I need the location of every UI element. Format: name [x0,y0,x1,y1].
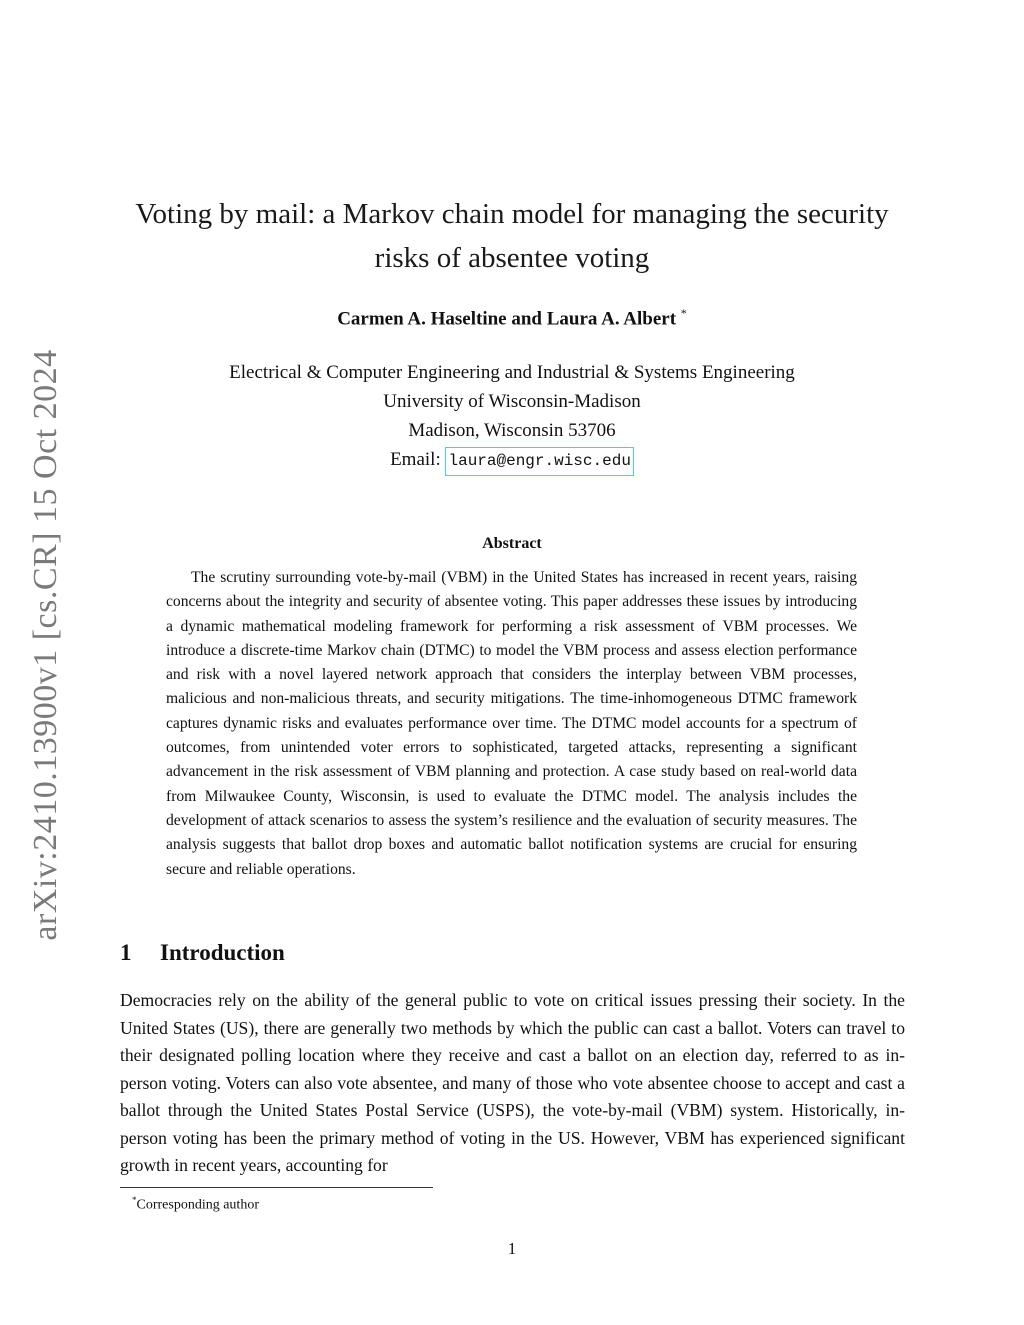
abstract-heading: Abstract [482,535,542,552]
section-title: Introduction [160,940,285,965]
introduction-text: Democracies rely on the ability of the general public to vote on critical issues pressing their society. In the United States (US), there are generally two methods by which the public can cast a ballot. Voters can travel to their designated polling location where they receive and cast a ballot on an election day, referred to as in-person voting. Voters can also vote absentee, and many of those who vote absentee choose to accept and cast a ballot through the United States Postal Service (USPS), the vote-by-mail (VBM) system. Historically, in-person voting has been the primary method of voting in the US. However, VBM has experienced significant growth in recent years, accounting for [120,990,905,1175]
footnote [132,1190,259,1216]
affiliation-location: Madison, Wisconsin 53706 [408,420,616,441]
affiliation-department: Electrical & Computer Engineering and Industrial & Systems Engineering [229,362,795,383]
footnote-text: Corresponding author [136,1197,259,1213]
email-line [120,445,904,476]
email-label: Email: [390,449,441,470]
footnote-mark: * [132,1195,137,1205]
affiliation [120,358,904,476]
author-footnote-mark[interactable]: * [680,306,687,320]
email-link[interactable]: laura@engr.wisc.edu [445,447,633,476]
affiliation-university: University of Wisconsin-Madison [383,391,641,412]
authors: Carmen A. Haseltine and Laura A. Albert [337,308,677,330]
paper-title: Voting by mail: a Markov chain model for managing the security risks of absentee voting [135,198,889,274]
page-number: 1 [507,1239,517,1258]
arxiv-identifier: arXiv:2410.13900v1 [cs.CR] 15 Oct 2024 [27,349,64,941]
section-heading [120,938,285,968]
footnote-rule [120,1187,433,1188]
section-number: 1 [120,940,132,965]
abstract-text: The scrutiny surrounding vote-by-mail (VBM) in the United States has increased in recent years, raising concerns about the integrity and security of absentee voting. This paper addresses these issues by introducing a dynamic mathematical modeling framework for performing a risk assessment of VBM processes. We introduce a discrete-time Markov chain (DTMC) to model the VBM process and assess election performance and risk with a novel layered network approach that considers the interplay between VBM processes, malicious and non-malicious threats, and security mitigations. The time-inhomogeneous DTMC framework captures dynamic risks and evaluates performance over time. The DTMC model accounts for a spectrum of outcomes, from unintended voter errors to sophisticated, targeted attacks, representing a significant advancement in the risk assessment of VBM planning and protection. A case study based on real-world data from Milwaukee County, Wisconsin, is used to evaluate the DTMC model. The analysis includes the development of attack scenarios to assess the system’s resilience and the evaluation of security measures. The analysis suggests that ballot drop boxes and automatic ballot notification systems are crucial for ensuring secure and reliable operations. [166,569,857,878]
author-line [120,301,904,331]
